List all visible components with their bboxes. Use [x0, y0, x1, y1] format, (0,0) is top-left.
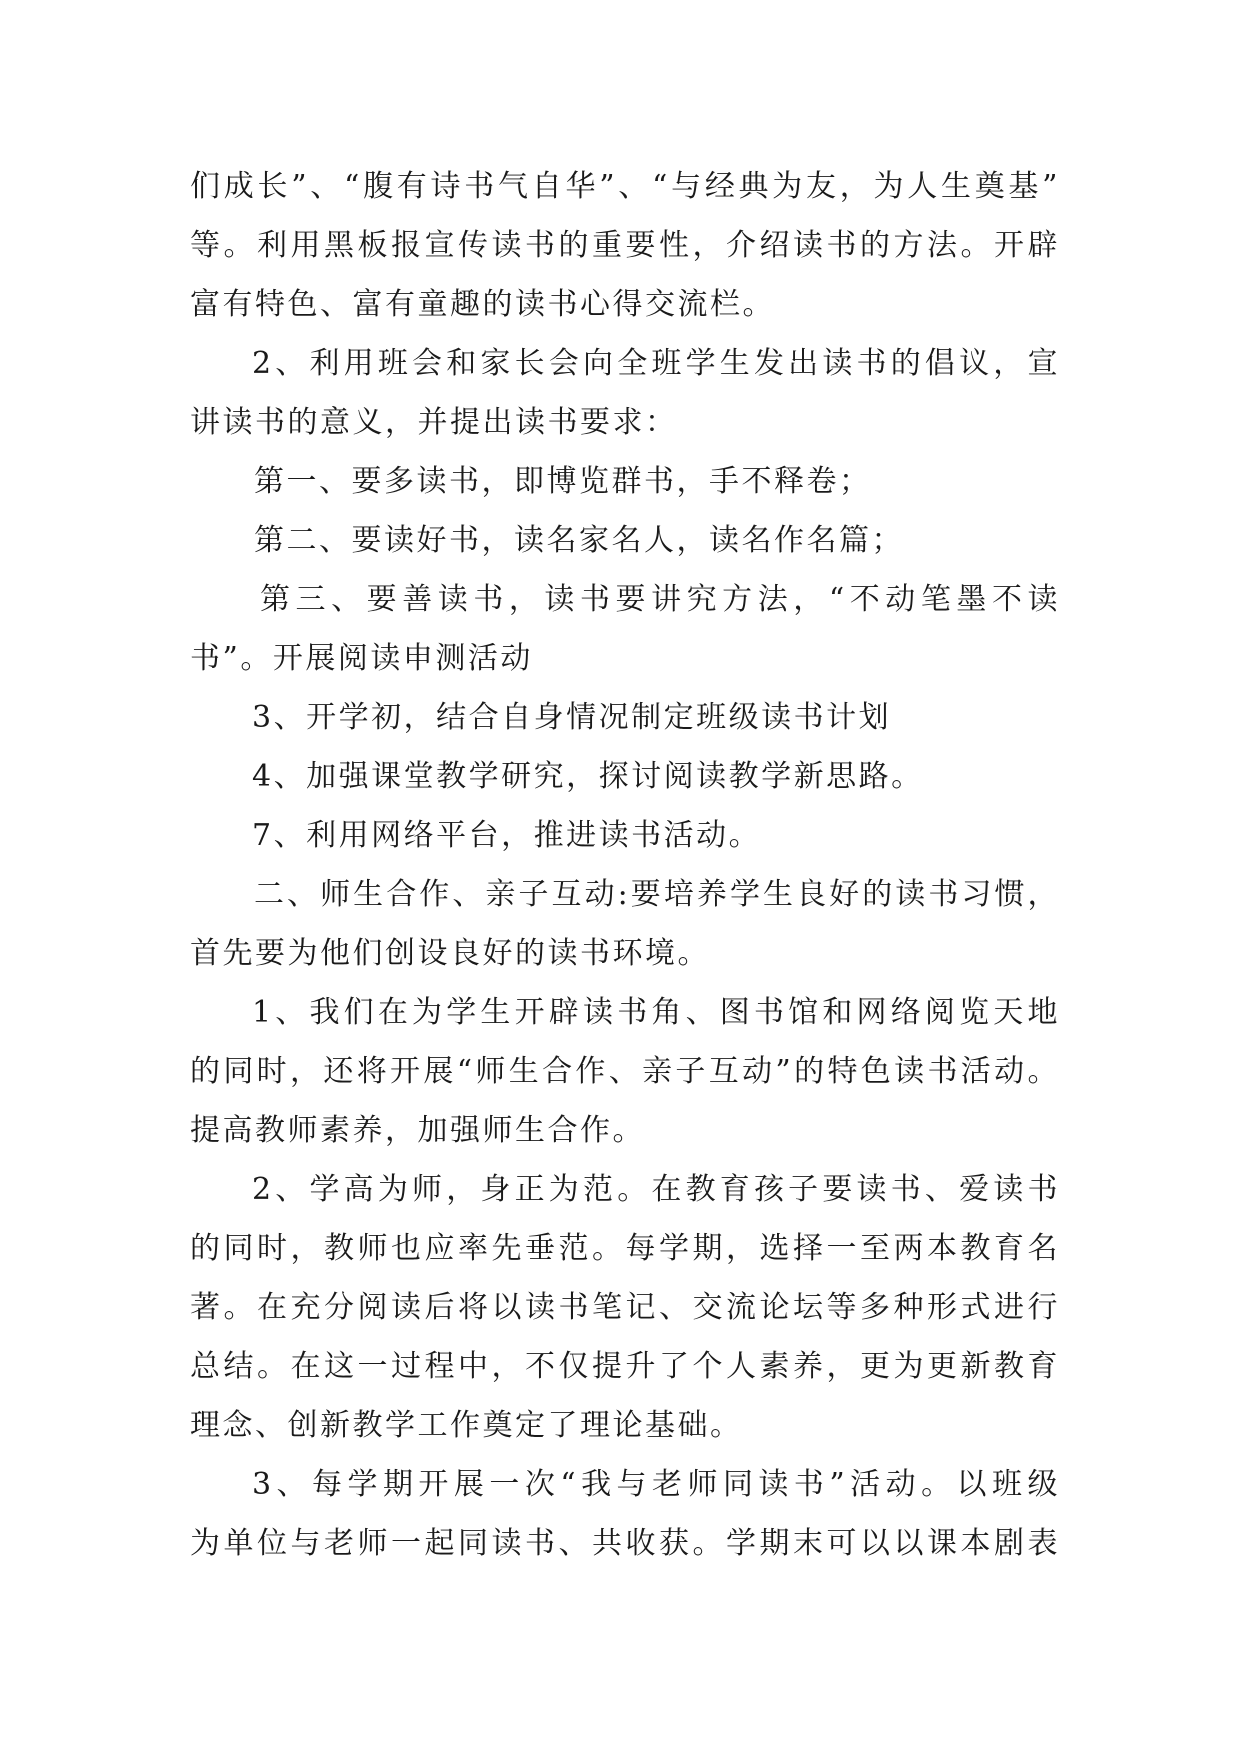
text-line: 7、利用网络平台，推进读书活动。 — [252, 818, 762, 853]
text-line: 2、学高为师，身正为范。在教育孩子要读书、爱读书 — [252, 1172, 1060, 1207]
text-line: 富有特色、富有童趣的读书心得交流栏。 — [190, 287, 775, 322]
text-line: 为单位与老师一起同读书、共收获。学期末可以以课本剧表 — [190, 1526, 1060, 1561]
text-line: 的同时，教师也应率先垂范。每学期，选择一至两本教育名 — [190, 1231, 1060, 1266]
text-line: 1、我们在为学生开辟读书角、图书馆和网络阅览天地 — [252, 995, 1060, 1030]
text-line: 3、每学期开展一次“我与老师同读书”活动。以班级 — [252, 1467, 1060, 1502]
text-line: 提高教师素养，加强师生合作。 — [190, 1113, 645, 1148]
text-line: 2、利用班会和家长会向全班学生发出读书的倡议，宣 — [252, 346, 1060, 381]
text-line: 第二、要读好书，读名家名人，读名作名篇； — [254, 523, 904, 558]
text-line: 讲读书的意义，并提出读书要求： — [190, 405, 678, 440]
text-line: 们成长”、“腹有诗书气自华”、“与经典为友，为人生奠基” — [190, 169, 1060, 204]
text-line: 二、师生合作、亲子互动:要培养学生良好的读书习惯， — [254, 877, 1060, 912]
text-line: 首先要为他们创设良好的读书环境。 — [190, 936, 710, 971]
text-line: 书”。开展阅读申测活动 — [190, 641, 533, 676]
text-line: 等。利用黑板报宣传读书的重要性，介绍读书的方法。开辟 — [190, 228, 1060, 263]
text-line: 的同时，还将开展“师生合作、亲子互动”的特色读书活动。 — [190, 1054, 1060, 1089]
document-body — [190, 157, 1060, 1573]
text-line: 理念、创新教学工作奠定了理论基础。 — [190, 1408, 743, 1443]
text-line: 4、加强课堂教学研究，探讨阅读教学新思路。 — [252, 759, 924, 794]
text-line: 总结。在这一过程中，不仅提升了个人素养，更为更新教育 — [190, 1349, 1060, 1384]
text-line: 著。在充分阅读后将以读书笔记、交流论坛等多种形式进行 — [190, 1290, 1060, 1325]
text-line: 3、开学初，结合自身情况制定班级读书计划 — [252, 700, 892, 735]
text-line: 第一、要多读书，即博览群书，手不释卷； — [254, 464, 872, 499]
text-line: 第三、要善读书，读书要讲究方法，“不动笔墨不读 — [260, 582, 1060, 617]
